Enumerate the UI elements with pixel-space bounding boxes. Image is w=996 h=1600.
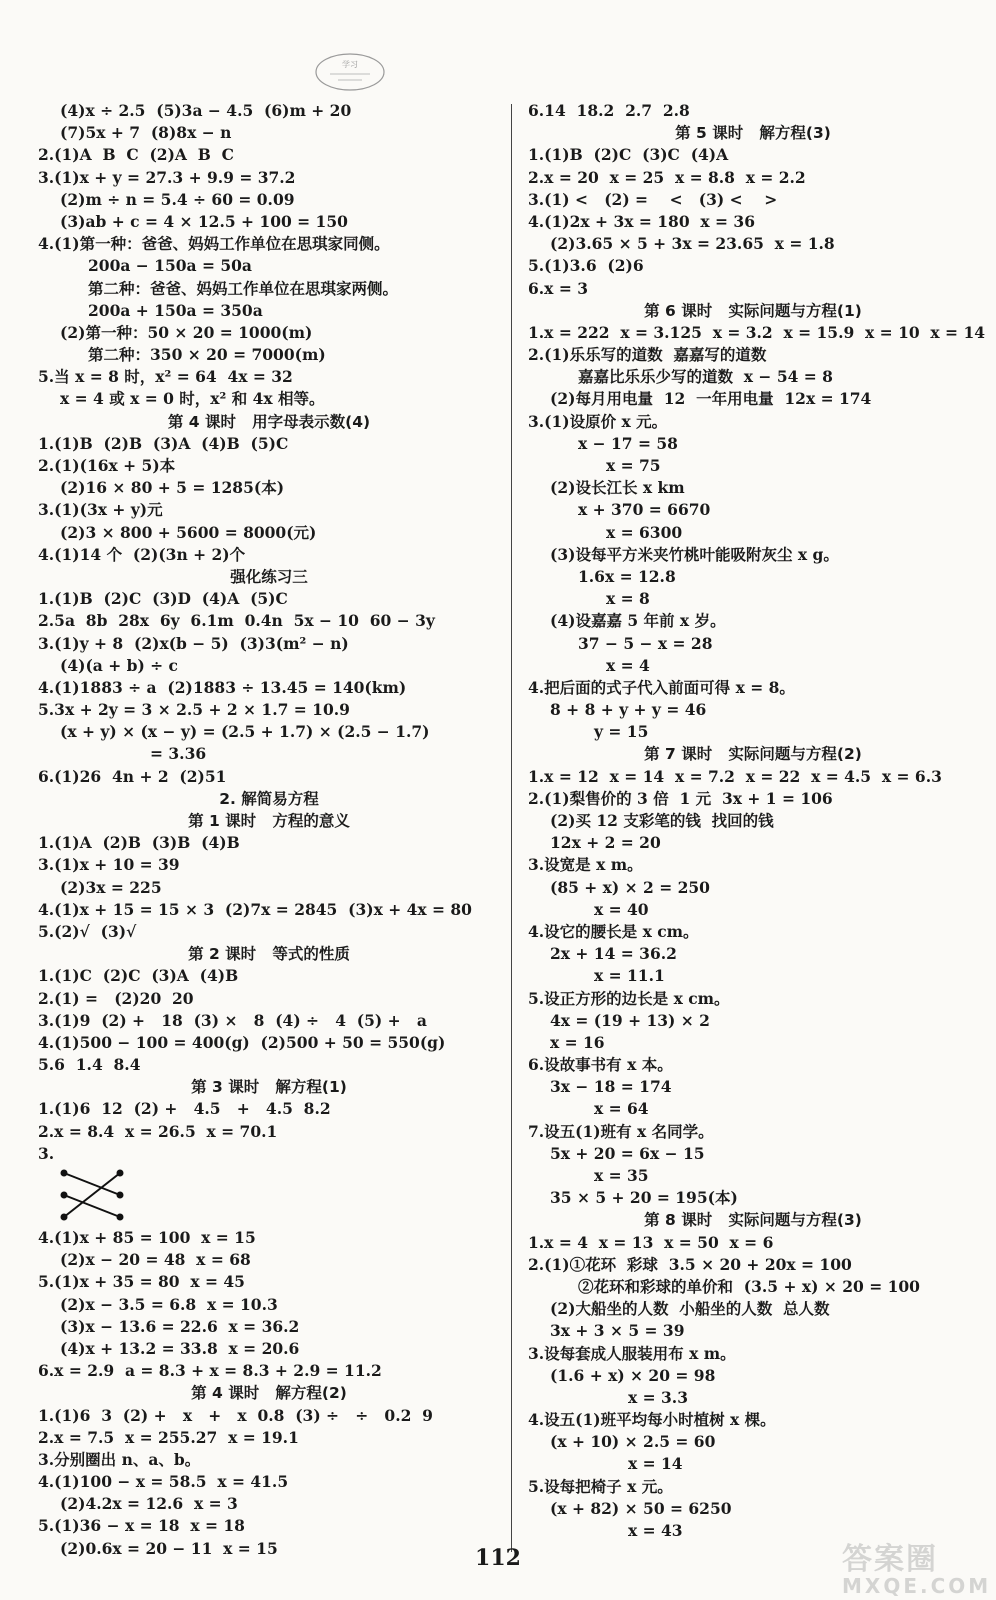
matching-line	[64, 1173, 120, 1217]
stamp-text: 学习	[342, 60, 358, 69]
answer-line: 1.(1)B (2)C (3)C (4)A	[528, 145, 729, 165]
watermark-logo	[842, 1534, 992, 1598]
matching-dot	[117, 1170, 124, 1177]
answer-line: (2)设长江长 x km	[550, 478, 685, 498]
answer-line: 1.x = 12 x = 14 x = 7.2 x = 22 x = 4.5 x = 6.3	[528, 766, 942, 786]
answer-line: 6.(1)26 4n + 2 (2)51	[38, 766, 227, 786]
answer-line: x = 6300	[606, 522, 683, 542]
answer-line: 2.(1)A B C (2)A B C	[38, 145, 234, 165]
answer-line: x = 35	[594, 1166, 649, 1185]
section-heading: 第 5 课时 解方程(3)	[675, 124, 831, 143]
answer-line: 2.(1)梨售价的 3 倍 1 元 3x + 1 = 106	[528, 788, 833, 808]
answer-line: 200a − 150a = 50a	[88, 256, 252, 276]
answer-line: 1.x = 222 x = 3.125 x = 3.2 x = 15.9 x = 10 x = 14	[528, 322, 986, 342]
section-heading: 第 7 课时 实际问题与方程(2)	[644, 745, 862, 764]
answer-line: 5.(1)3.6 (2)6	[528, 256, 644, 276]
answer-line: (85 + x) × 2 = 250	[550, 877, 710, 897]
answer-line: 8 + 8 + y + y = 46	[550, 700, 707, 720]
section-heading: 第 2 课时 等式的性质	[188, 945, 350, 964]
answer-line: 4.设它的腰长是 x cm。	[528, 921, 699, 941]
answer-line: 第二种：爸爸、妈妈工作单位在思琪家两侧。	[88, 278, 399, 298]
answer-line: 5.(1)x + 35 = 80 x = 45	[38, 1272, 245, 1292]
answer-line: 3.分别圈出 n、a、b。	[38, 1449, 201, 1469]
answer-line: 6.x = 3	[528, 278, 588, 298]
left-answer-column	[38, 100, 500, 1560]
watermark-line-2: MXQE.COM	[842, 1574, 992, 1598]
answer-line: (2)买 12 支彩笔的钱 找回的钱	[550, 811, 774, 830]
answer-line: 5.(1)36 − x = 18 x = 18	[38, 1516, 245, 1536]
answer-line: 2.x = 7.5 x = 255.27 x = 19.1	[38, 1427, 299, 1447]
answer-line: 4.(1)2x + 3x = 180 x = 36	[528, 211, 755, 231]
answer-line: 2.x = 8.4 x = 26.5 x = 70.1	[38, 1121, 278, 1141]
answer-line: 4.(1)500 − 100 = 400(g) (2)500 + 50 = 550(g)	[38, 1032, 446, 1052]
answer-line: x − 17 = 58	[578, 433, 678, 453]
answer-line: 6.x = 2.9 a = 8.3 + x = 8.3 + 2.9 = 11.2	[38, 1361, 382, 1381]
answer-line: 1.(1)C (2)C (3)A (4)B	[38, 966, 239, 986]
answer-line: x = 43	[628, 1521, 683, 1540]
answer-line: 4.设五(1)班平均每小时植树 x 棵。	[528, 1410, 776, 1430]
answer-line: (2)0.6x = 20 − 11 x = 15	[60, 1538, 278, 1558]
answer-line: 3x − 18 = 174	[550, 1077, 672, 1097]
matching-dot	[117, 1192, 124, 1199]
answer-line: (2)每月用电量 12 一年用电量 12x = 174	[550, 389, 872, 409]
section-heading: 第 1 课时 方程的意义	[188, 812, 350, 830]
matching-line	[64, 1173, 120, 1195]
answer-line: ②花环和彩球的单价和 (3.5 + x) × 20 = 100	[578, 1276, 920, 1296]
answer-line: 35 × 5 + 20 = 195(本)	[550, 1188, 738, 1208]
answer-line: (1.6 + x) × 20 = 98	[550, 1365, 716, 1385]
answer-line: x = 14	[628, 1454, 683, 1474]
answer-line: (7)5x + 7 (8)8x − n	[60, 123, 232, 143]
answer-line: x = 3.3	[628, 1387, 688, 1407]
answer-line: (2)4.2x = 12.6 x = 3	[60, 1494, 238, 1514]
answer-line: (4)(a + b) ÷ c	[60, 655, 178, 675]
answer-line: 3.	[38, 1143, 55, 1163]
answer-line: 3.(1)y + 8 (2)x(b − 5) (3)3(m² − n)	[38, 633, 349, 653]
answer-line: 3.(1)x + y = 27.3 + 9.9 = 37.2	[38, 167, 296, 187]
answer-line: 1.x = 4 x = 13 x = 50 x = 6	[528, 1232, 774, 1252]
answer-line: (2)3.65 × 5 + 3x = 23.65 x = 1.8	[550, 234, 835, 254]
matching-dot	[61, 1192, 68, 1199]
answer-line: 4.(1)100 − x = 58.5 x = 41.5	[38, 1472, 289, 1492]
answer-line: 5.6 1.4 8.4	[38, 1055, 141, 1075]
answer-line: 第二种：350 × 20 = 7000(m)	[88, 345, 326, 365]
answer-line: (3)x − 13.6 = 22.6 x = 36.2	[60, 1316, 300, 1336]
section-heading: 强化练习三	[230, 567, 308, 586]
answer-line: 2x + 14 = 36.2	[550, 944, 677, 964]
matching-dot	[61, 1170, 68, 1177]
answer-line: x = 4 或 x = 0 时，x² 和 4x 相等。	[60, 389, 325, 409]
answer-line: (x + 82) × 50 = 6250	[550, 1498, 732, 1518]
answer-line: (2)3 × 800 + 5600 = 8000(元)	[60, 522, 317, 542]
answer-line: 3.(1)9 (2) + 18 (3) × 8 (4) ÷ 4 (5) + a	[38, 1010, 427, 1030]
answer-line: (2)大船坐的人数 小船坐的人数 总人数	[550, 1299, 830, 1319]
answer-line: 3.(1)(3x + y)元	[38, 500, 163, 520]
answer-line: 3x + 3 × 5 = 39	[550, 1321, 685, 1341]
answer-line: (3)设每平方米夹竹桃叶能吸附灰尘 x g。	[550, 544, 839, 564]
watermark-line-1: 答案圈	[842, 1542, 938, 1577]
section-heading: 第 6 课时 实际问题与方程(1)	[644, 301, 862, 320]
column-divider	[511, 104, 512, 1552]
answer-line: 3.(1) < (2) = < (3) < >	[528, 189, 778, 209]
answer-line: (2)16 × 80 + 5 = 1285(本)	[60, 478, 285, 498]
answer-line: 2.x = 20 x = 25 x = 8.8 x = 2.2	[528, 167, 806, 187]
answer-line: (2)第一种：50 × 20 = 1000(m)	[60, 322, 313, 342]
answer-line: 5.3x + 2y = 3 × 2.5 + 2 × 1.7 = 10.9	[38, 700, 350, 720]
answer-line: x + 370 = 6670	[578, 500, 711, 520]
answer-line: x = 40	[594, 899, 649, 919]
answer-line: 3.(1)设原价 x 元。	[528, 411, 668, 431]
answer-line: 1.6x = 12.8	[578, 566, 676, 586]
section-heading: 第 4 课时 解方程(2)	[191, 1384, 347, 1403]
answer-line: (2)m ÷ n = 5.4 ÷ 60 = 0.09	[60, 189, 295, 209]
answer-line: (4)x ÷ 2.5 (5)3a − 4.5 (6)m + 20	[60, 101, 352, 120]
section-heading: 2. 解简易方程	[219, 789, 319, 808]
answer-line: x = 8	[606, 589, 650, 609]
section-heading: 第 8 课时 实际问题与方程(3)	[644, 1211, 862, 1230]
answer-line: 5x + 20 = 6x − 15	[550, 1143, 705, 1163]
answer-line: 1.(1)B (2)C (3)D (4)A (5)C	[38, 589, 288, 609]
answer-line: 5.当 x = 8 时，x² = 64 4x = 32	[38, 367, 293, 387]
answer-line: x = 75	[606, 456, 661, 475]
answer-line: 37 − 5 − x = 28	[578, 633, 713, 653]
answer-line: 2.5a 8b 28x 6y 6.1m 0.4n 5x − 10 60 − 3y	[38, 611, 435, 631]
answer-line: (3)ab + c = 4 × 12.5 + 100 = 150	[60, 211, 348, 231]
answer-line: (4)设嘉嘉 5 年前 x 岁。	[550, 611, 726, 631]
answer-line: 5.设正方形的边长是 x cm。	[528, 988, 730, 1008]
answer-line: 1.(1)A (2)B (3)B (4)B	[38, 833, 240, 853]
answer-line: 2.(1)①花环 彩球 3.5 × 20 + 20x = 100	[528, 1254, 852, 1274]
answer-line: 1.(1)6 12 (2) + 4.5 + 4.5 8.2	[38, 1099, 331, 1119]
answer-line: (x + 10) × 2.5 = 60	[550, 1432, 716, 1452]
answer-line: 5.(2)√ (3)√	[38, 921, 137, 941]
page-number: 112	[475, 1545, 521, 1571]
answer-line: 4.(1)14 个 (2)(3n + 2)个	[38, 544, 246, 564]
answer-line: 4.(1)第一种：爸爸、妈妈工作单位在思琪家同侧。	[38, 234, 390, 254]
answer-line: 6.设故事书有 x 本。	[528, 1055, 673, 1075]
matching-line	[64, 1195, 120, 1217]
answer-line: 3.设宽是 x m。	[528, 855, 643, 875]
section-heading: 第 3 课时 解方程(1)	[191, 1078, 347, 1097]
answer-line: 200a + 150a = 350a	[88, 300, 263, 320]
answer-line: (4)x + 13.2 = 33.8 x = 20.6	[60, 1338, 300, 1358]
answer-line: 4.把后面的式子代入前面可得 x = 8。	[528, 677, 795, 697]
section-heading: 第 4 课时 用字母表示数(4)	[167, 412, 371, 431]
answer-line: (2)x − 20 = 48 x = 68	[60, 1250, 251, 1270]
answer-line: 3.(1)x + 10 = 39	[38, 855, 180, 875]
answer-line: 2.(1)(16x + 5)本	[38, 456, 176, 475]
answer-line: 4.(1)x + 15 = 15 × 3 (2)7x = 2845 (3)x + 4x = 80	[38, 899, 472, 919]
answer-line: (2)3x = 225	[60, 877, 162, 897]
answer-line: 4.(1)1883 ÷ a (2)1883 ÷ 13.45 = 140(km)	[38, 677, 407, 697]
matching-dot	[117, 1214, 124, 1221]
answer-line: (x + y) × (x − y) = (2.5 + 1.7) × (2.5 − 1.7)	[60, 722, 430, 742]
right-answer-column	[528, 100, 986, 1542]
answer-line: x = 4	[606, 655, 650, 675]
answer-line: 2.(1) = (2)20 20	[38, 988, 194, 1008]
circular-stamp	[312, 50, 388, 98]
answer-line: 5.设每把椅子 x 元。	[528, 1476, 673, 1496]
answer-line: x = 11.1	[594, 966, 665, 986]
answer-line: (2)x − 3.5 = 6.8 x = 10.3	[60, 1294, 278, 1314]
answer-line: x = 16	[550, 1032, 605, 1052]
answer-line: 嘉嘉比乐乐少写的道数 x − 54 = 8	[578, 367, 833, 387]
answer-line: x = 64	[594, 1099, 649, 1119]
stamp-icon	[312, 50, 388, 94]
answer-line: = 3.36	[150, 744, 207, 764]
answer-line: 1.(1)6 3 (2) + x + x 0.8 (3) ÷ ÷ 0.2 9	[38, 1405, 433, 1425]
matching-dot	[61, 1214, 68, 1221]
answer-line: 3.设每套成人服装用布 x m。	[528, 1343, 736, 1363]
answer-line: 12x + 2 = 20	[550, 833, 661, 853]
answer-line: 4.(1)x + 85 = 100 x = 15	[38, 1228, 256, 1247]
answer-line: 4x = (19 + 13) × 2	[550, 1010, 710, 1030]
answer-line: 6.14 18.2 2.7 2.8	[528, 101, 690, 120]
answer-line: 2.(1)乐乐写的道数 嘉嘉写的道数	[528, 345, 767, 365]
matching-diagram	[38, 1165, 500, 1227]
answer-line: 7.设五(1)班有 x 名同学。	[528, 1121, 714, 1141]
answer-line: 1.(1)B (2)B (3)A (4)B (5)C	[38, 433, 289, 453]
answer-line: y = 15	[594, 722, 649, 742]
